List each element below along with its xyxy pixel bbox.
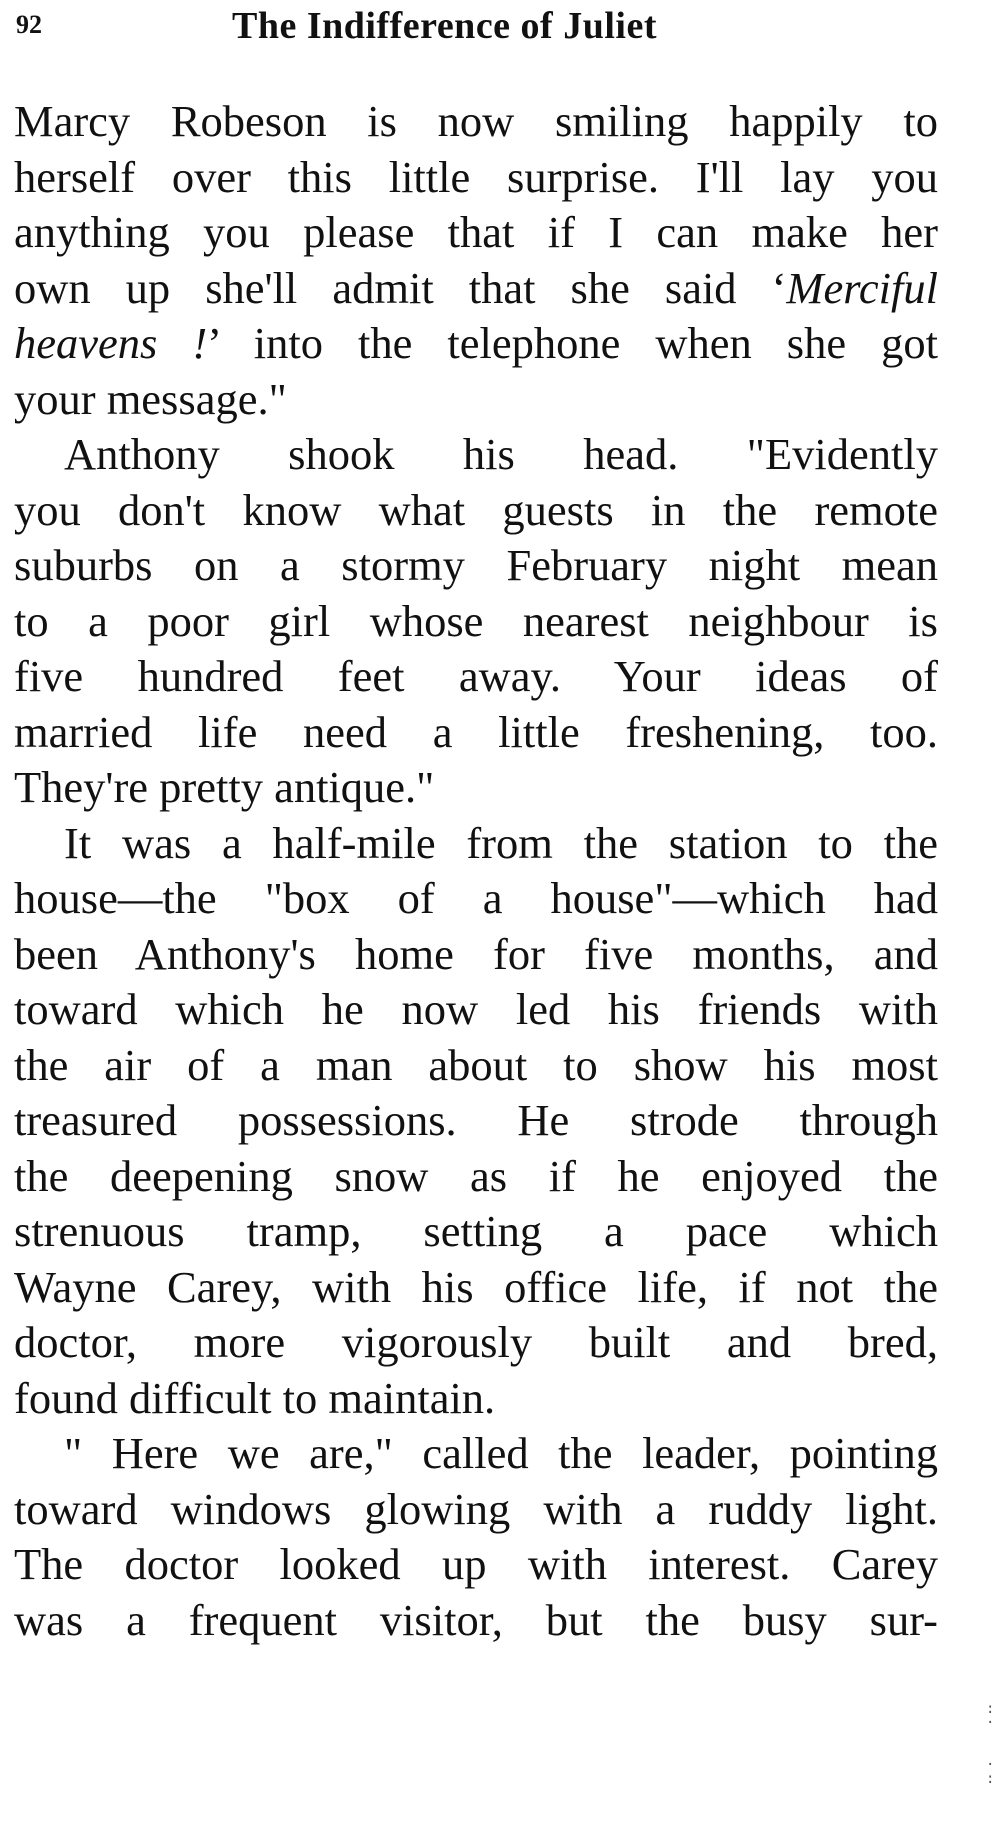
text-line: Wayne Carey, with his office life, if not the — [14, 1261, 938, 1312]
text-line: your message." — [14, 373, 287, 424]
text-line: five hundred feet away. Your ideas of — [14, 651, 938, 701]
page-number: 92 — [16, 10, 42, 39]
text-line: The doctor looked up with interest. Carey — [14, 1539, 938, 1589]
text-line: anything you please that if I can make her — [14, 207, 938, 257]
text-line: been Anthony's home for five months, and — [14, 928, 938, 979]
running-head — [14, 0, 938, 56]
text-fragment: own up she'll admit that she said ‘ — [14, 262, 787, 313]
book-page — [14, 0, 938, 1645]
text-line: suburbs on a stormy February night mean — [14, 540, 938, 590]
text-line: It was a half-mile from the station to the — [64, 817, 938, 868]
scan-edge-marks: : · · : — [986, 1701, 995, 1787]
text-line: They're pretty antique." — [14, 762, 435, 812]
text-line: herself over this little surprise. I'll lay you — [14, 151, 938, 202]
text-line: to a poor girl whose nearest neighbour is — [14, 595, 938, 646]
text-line-with-italic — [14, 261, 938, 317]
text-line: found difficult to maintain. — [14, 1372, 496, 1423]
paragraph-4 — [14, 1426, 938, 1648]
text-line: married life need a little freshening, too. — [14, 706, 938, 757]
body-text — [14, 94, 938, 1648]
text-line: Anthony shook his head. "Evidently — [64, 429, 938, 479]
paragraph-2 — [14, 427, 938, 816]
text-line: toward which he now led his friends with — [14, 984, 938, 1034]
text-line-with-italic — [14, 316, 938, 372]
text-line: strenuous tramp, setting a pace which — [14, 1206, 938, 1256]
text-line: the deepening snow as if he enjoyed the — [14, 1150, 938, 1201]
text-line: was a frequent visitor, but the busy sur- — [14, 1594, 938, 1645]
text-line: the air of a man about to show his most — [14, 1039, 938, 1090]
italic-text: Merciful — [786, 262, 938, 313]
italic-text: heavens ! — [14, 318, 208, 368]
running-title: The Indifference of Juliet — [232, 5, 657, 47]
paragraph-3 — [14, 816, 938, 1427]
text-line: toward windows glowing with a ruddy light. — [14, 1483, 938, 1534]
text-line: treasured possessions. He strode through — [14, 1095, 938, 1145]
text-line: you don't know what guests in the remote — [14, 484, 938, 535]
text-line: " Here we are," called the leader, pointing — [64, 1428, 938, 1478]
text-line: doctor, more vigorously built and bred, — [14, 1317, 938, 1367]
text-fragment: ’ into the telephone when she got — [207, 318, 938, 368]
paragraph-1 — [14, 94, 938, 427]
text-line: Marcy Robeson is now smiling happily to — [14, 96, 938, 146]
text-line: house—the "box of a house"—which had — [14, 873, 938, 923]
